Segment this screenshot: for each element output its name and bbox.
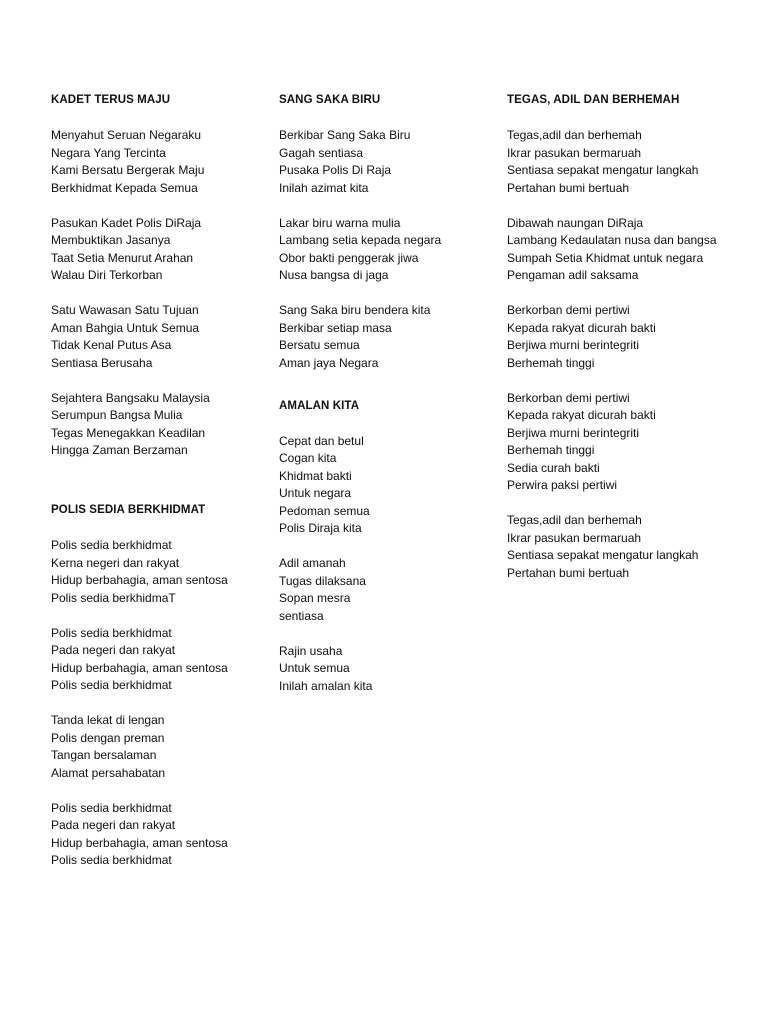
lyric-line: Tegas Menegakkan Keadilan bbox=[51, 425, 206, 440]
lyric-line: Sentiasa sepakat mengatur langkah bbox=[507, 548, 699, 562]
lyric-line: Menyahut Seruan Negaraku bbox=[51, 128, 202, 142]
stanza bbox=[507, 512, 747, 582]
lyric-line: Hidup berbahagia, aman sentosa bbox=[51, 835, 228, 850]
song-tegas-adil-dan-berhemah bbox=[507, 92, 747, 582]
lyric-line: Inilah amalan kita bbox=[279, 678, 373, 693]
stanza bbox=[507, 215, 747, 285]
stanza bbox=[51, 302, 281, 372]
lyric-line: Pengaman adil saksama bbox=[507, 268, 639, 282]
lyric-line: Taat Setia Menurut Arahan bbox=[51, 250, 194, 265]
lyric-line: Tidak Kenal Putus Asa bbox=[51, 338, 172, 352]
song-kadet-terus-maju bbox=[51, 92, 281, 460]
lyric-line: Berkorban demi pertiwi bbox=[507, 303, 630, 317]
lyric-line: Berkhidmat Kepada Semua bbox=[51, 180, 198, 195]
lyric-line: Alamat persahabatan bbox=[51, 765, 166, 780]
lyric-line: Berhemah tinggi bbox=[507, 443, 595, 457]
lyric-line: Nusa bangsa di jaga bbox=[279, 268, 389, 282]
stanza bbox=[51, 625, 281, 695]
lyric-line: Pertahan bumi bertuah bbox=[507, 565, 630, 580]
stanza bbox=[507, 127, 747, 197]
lyric-line: Berkibar setiap masa bbox=[279, 320, 392, 335]
lyric-line: Tanda lekat di lengan bbox=[51, 713, 165, 727]
lyric-line: Perwira paksi pertiwi bbox=[507, 478, 618, 492]
lyric-line: Sedia curah bakti bbox=[507, 460, 600, 475]
lyric-line: Sopan mesra bbox=[279, 591, 351, 605]
lyric-line: Berkorban demi pertiwi bbox=[507, 390, 630, 405]
lyric-line: Cepat dan betul bbox=[279, 433, 364, 448]
stanza bbox=[51, 127, 281, 197]
song-stanzas bbox=[279, 433, 509, 696]
lyric-line: Kami Bersatu Bergerak Maju bbox=[51, 163, 205, 177]
lyric-line: Inilah azimat kita bbox=[279, 180, 369, 195]
lyric-line: Hidup berbahagia, aman sentosa bbox=[51, 573, 228, 587]
lyric-line: Ikrar pasukan bermaruah bbox=[507, 145, 642, 160]
stanza bbox=[279, 127, 509, 197]
song-stanzas bbox=[507, 127, 747, 582]
lyric-line: Khidmat bakti bbox=[279, 468, 352, 483]
lyric-line: Kepada rakyat dicurah bakti bbox=[507, 320, 656, 335]
lyric-line: Ikrar pasukan bermaruah bbox=[507, 530, 642, 545]
lyric-line: Polis sedia berkhidmaT bbox=[51, 590, 176, 605]
lyric-line: Polis Diraja kita bbox=[279, 521, 362, 535]
song-title: AMALAN KITA bbox=[279, 399, 360, 412]
lyric-line: Tangan bersalaman bbox=[51, 748, 157, 762]
lyric-line: Serumpun Bangsa Mulia bbox=[51, 408, 183, 422]
lyric-line: Polis sedia berkhidmat bbox=[51, 538, 172, 552]
song-stanzas bbox=[51, 537, 281, 870]
stanza bbox=[51, 800, 281, 870]
song-amalan-kita bbox=[279, 398, 509, 696]
stanza bbox=[279, 433, 509, 538]
lyric-line: Obor bakti penggerak jiwa bbox=[279, 250, 419, 265]
lyric-line: Aman Bahgia Untuk Semua bbox=[51, 320, 200, 335]
column-middle bbox=[279, 92, 509, 713]
lyric-line: Pertahan bumi bertuah bbox=[507, 180, 630, 195]
lyric-line: Walau Diri Terkorban bbox=[51, 268, 163, 282]
lyric-line: Polis sedia berkhidmat bbox=[51, 678, 172, 692]
lyric-line: Kepada rakyat dicurah bakti bbox=[507, 408, 656, 422]
lyric-line: Pedoman semua bbox=[279, 503, 370, 518]
lyric-line: Pada negeri dan rakyat bbox=[51, 818, 176, 832]
lyric-line: Tegas,adil dan berhemah bbox=[507, 513, 642, 527]
lyric-line: Polis sedia berkhidmat bbox=[51, 800, 172, 815]
lyric-line: Hidup berbahagia, aman sentosa bbox=[51, 660, 228, 675]
lyric-line: Sentiasa sepakat mengatur langkah bbox=[507, 163, 699, 177]
lyric-line: Lambang setia kepada negara bbox=[279, 233, 442, 247]
spacer bbox=[279, 390, 509, 398]
column-left bbox=[51, 92, 281, 887]
lyric-line: Bersatu semua bbox=[279, 338, 360, 352]
lyric-line: Sumpah Setia Khidmat untuk negara bbox=[507, 250, 704, 265]
lyric-line: Dibawah naungan DiRaja bbox=[507, 215, 644, 230]
lyric-line: Sejahtera Bangsaku Malaysia bbox=[51, 390, 210, 405]
column-right bbox=[507, 92, 747, 600]
lyric-line: Untuk semua bbox=[279, 661, 350, 675]
song-stanzas bbox=[279, 127, 509, 372]
lyric-line: Rajin usaha bbox=[279, 643, 343, 658]
lyric-line: Polis sedia berkhidmat bbox=[51, 625, 172, 640]
lyric-line: Pasukan Kadet Polis DiRaja bbox=[51, 215, 202, 230]
lyric-line: Aman jaya Negara bbox=[279, 355, 379, 370]
lyric-line: Pusaka Polis Di Raja bbox=[279, 163, 392, 177]
lyric-line: Polis sedia berkhidmat bbox=[51, 853, 172, 867]
song-title: SANG SAKA BIRU bbox=[279, 94, 381, 106]
stanza bbox=[51, 537, 281, 607]
lyric-line: Lambang Kedaulatan nusa dan bangsa bbox=[507, 233, 717, 247]
stanza bbox=[279, 215, 509, 285]
lyric-line: Satu Wawasan Satu Tujuan bbox=[51, 303, 199, 317]
lyric-line: Negara Yang Tercinta bbox=[51, 145, 166, 160]
lyric-line: Sentiasa Berusaha bbox=[51, 355, 153, 370]
stanza bbox=[279, 643, 509, 696]
lyric-line: Berhemah tinggi bbox=[507, 355, 595, 370]
lyric-line: Cogan kita bbox=[279, 451, 337, 465]
lyric-line: Adil amanah bbox=[279, 556, 346, 570]
stanza bbox=[51, 390, 281, 460]
lyric-line: Sang Saka biru bendera kita bbox=[279, 303, 431, 317]
lyric-line: Tugas dilaksana bbox=[279, 573, 366, 588]
stanza bbox=[279, 302, 509, 372]
lyric-line: Lakar biru warna mulia bbox=[279, 215, 401, 230]
spacer bbox=[51, 477, 281, 502]
song-title: TEGAS, ADIL DAN BERHEMAH bbox=[507, 94, 680, 106]
lyric-line: sentiasa bbox=[279, 608, 324, 623]
lyric-line: Untuk negara bbox=[279, 486, 352, 500]
lyric-line: Hingga Zaman Berzaman bbox=[51, 443, 188, 457]
lyric-line: Berjiwa murni berintegriti bbox=[507, 338, 640, 352]
lyric-line: Berkibar Sang Saka Biru bbox=[279, 128, 411, 142]
lyric-line: Berjiwa murni berintegriti bbox=[507, 425, 640, 440]
stanza bbox=[507, 390, 747, 495]
stanza bbox=[51, 215, 281, 285]
song-polis-sedia-berkhidmat bbox=[51, 502, 281, 870]
song-title: POLIS SEDIA BERKHIDMAT bbox=[51, 504, 206, 516]
lyric-line: Tegas,adil dan berhemah bbox=[507, 128, 642, 142]
stanza bbox=[51, 712, 281, 782]
lyric-line: Membuktikan Jasanya bbox=[51, 233, 171, 247]
song-title: KADET TERUS MAJU bbox=[51, 94, 171, 106]
stanza bbox=[507, 302, 747, 372]
lyric-line: Kerna negeri dan rakyat bbox=[51, 555, 180, 570]
stanza bbox=[279, 555, 509, 625]
song-stanzas bbox=[51, 127, 281, 460]
song-sang-saka-biru bbox=[279, 92, 509, 372]
lyric-line: Polis dengan preman bbox=[51, 730, 165, 745]
lyric-line: Gagah sentiasa bbox=[279, 145, 364, 160]
lyric-line: Pada negeri dan rakyat bbox=[51, 643, 176, 657]
